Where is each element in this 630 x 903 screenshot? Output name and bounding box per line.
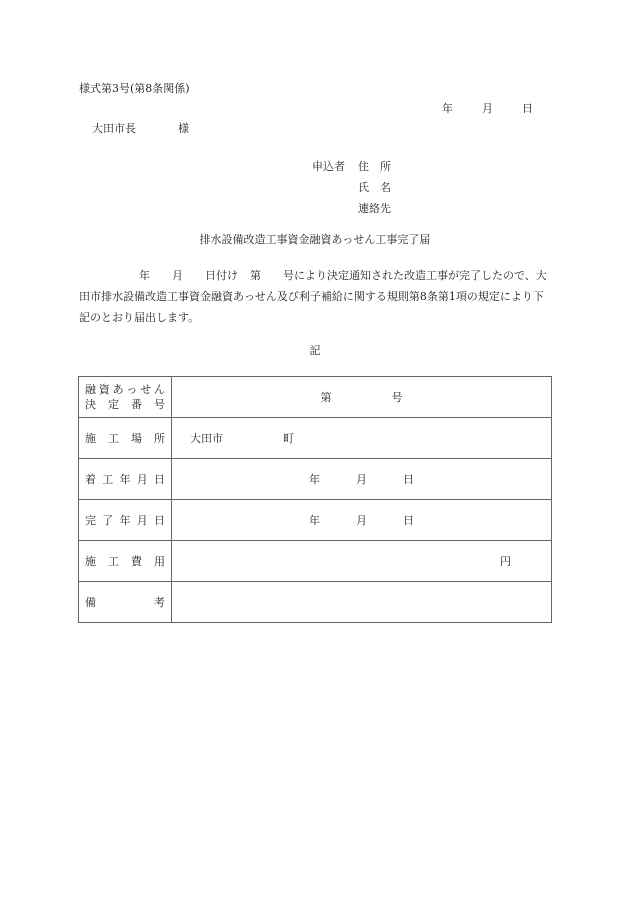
- body-decision: 号により決定通知された改造工事が完了したの: [283, 269, 514, 282]
- label-char: 融: [85, 383, 96, 396]
- yen-unit: 円: [500, 555, 511, 568]
- label-char: せ: [140, 383, 152, 396]
- table-row: [79, 582, 552, 623]
- label-char: 備: [85, 596, 96, 609]
- label-char: 工: [108, 432, 119, 445]
- table-row: [79, 418, 552, 459]
- construction-cost-label: [79, 541, 172, 582]
- remarks-label: [79, 582, 172, 623]
- applicant-block: [312, 156, 391, 219]
- table-row: [79, 541, 552, 582]
- label-char: あ: [112, 383, 124, 396]
- label-char: 年: [119, 473, 131, 486]
- date-day: 日: [522, 102, 533, 115]
- construction-site-field[interactable]: [172, 418, 552, 459]
- honorific: 様: [178, 122, 189, 135]
- addressee: [92, 120, 189, 136]
- construction-site-label: [79, 418, 172, 459]
- completion-date-label: [79, 500, 172, 541]
- remarks-field[interactable]: [172, 582, 552, 623]
- form-number: 様式第3号(第8条関係): [79, 82, 190, 95]
- label-char: 日: [154, 473, 165, 486]
- table-row: [79, 500, 552, 541]
- label-char: 完: [85, 514, 96, 527]
- applicant-address-label: 住 所: [358, 160, 391, 173]
- end-year: 年: [309, 514, 320, 527]
- label-char: 所: [154, 432, 165, 445]
- label-char: 考: [154, 596, 165, 609]
- completion-date-field[interactable]: [172, 500, 552, 541]
- table-row: [79, 459, 552, 500]
- construction-cost-field[interactable]: [172, 541, 552, 582]
- applicant-label: 申込者: [312, 160, 345, 173]
- label-char: 号: [154, 398, 165, 411]
- ki-heading: 記: [309, 344, 321, 357]
- end-month: 月: [356, 514, 367, 527]
- document-title: 排水設備改造工事資金融資あっせん工事完了届: [199, 233, 431, 246]
- date-month: 月: [482, 102, 493, 115]
- label-char: 費: [131, 555, 142, 568]
- addressee-name: 大田市長: [92, 122, 136, 135]
- label-char: っ: [126, 383, 138, 396]
- label-char: 資: [98, 383, 110, 396]
- label-char: 定: [108, 398, 119, 411]
- submission-date: [442, 100, 533, 116]
- number-suffix: 号: [391, 391, 403, 404]
- label-char: 月: [136, 473, 148, 486]
- applicant-contact-label: 連絡先: [358, 202, 391, 215]
- end-day: 日: [403, 514, 414, 527]
- city-name: 大田市: [190, 432, 223, 445]
- completion-form-table: [78, 376, 552, 623]
- start-month: 月: [356, 473, 367, 486]
- body-paragraph: [79, 265, 551, 328]
- loan-decision-number-field[interactable]: [172, 377, 552, 418]
- loan-decision-number-label: [79, 377, 172, 418]
- body-month: 月: [172, 269, 183, 282]
- label-char: 施: [85, 432, 96, 445]
- label-char: 用: [154, 555, 165, 568]
- label-char: 番: [131, 398, 142, 411]
- label-char: 着: [85, 473, 96, 486]
- start-date-field[interactable]: [172, 459, 552, 500]
- label-char: ん: [153, 383, 165, 396]
- start-date-label: [79, 459, 172, 500]
- body-rest: で、大田市排水設備改造工事資金融資あっせん及び利子補給に関する規則第8条第1項の規定により下記のとおり届出します。: [79, 269, 547, 324]
- label-char: 工: [108, 555, 119, 568]
- label-char: 了: [102, 514, 114, 527]
- town-suffix: 町: [283, 432, 294, 445]
- label-char: 場: [131, 432, 142, 445]
- body-no: 第: [250, 269, 261, 282]
- label-char: 月: [136, 514, 148, 527]
- label-char: 施: [85, 555, 96, 568]
- label-char: 日: [154, 514, 165, 527]
- body-year: 年: [139, 269, 150, 282]
- table-row: [79, 377, 552, 418]
- label-char: 決: [85, 398, 96, 411]
- label-char: 年: [119, 514, 131, 527]
- applicant-name-label: 氏 名: [358, 181, 391, 194]
- number-prefix: 第: [320, 391, 332, 404]
- label-char: 工: [102, 473, 114, 486]
- date-year: 年: [442, 102, 453, 115]
- start-year: 年: [309, 473, 320, 486]
- start-day: 日: [403, 473, 414, 486]
- body-dated: 日付け: [205, 269, 238, 282]
